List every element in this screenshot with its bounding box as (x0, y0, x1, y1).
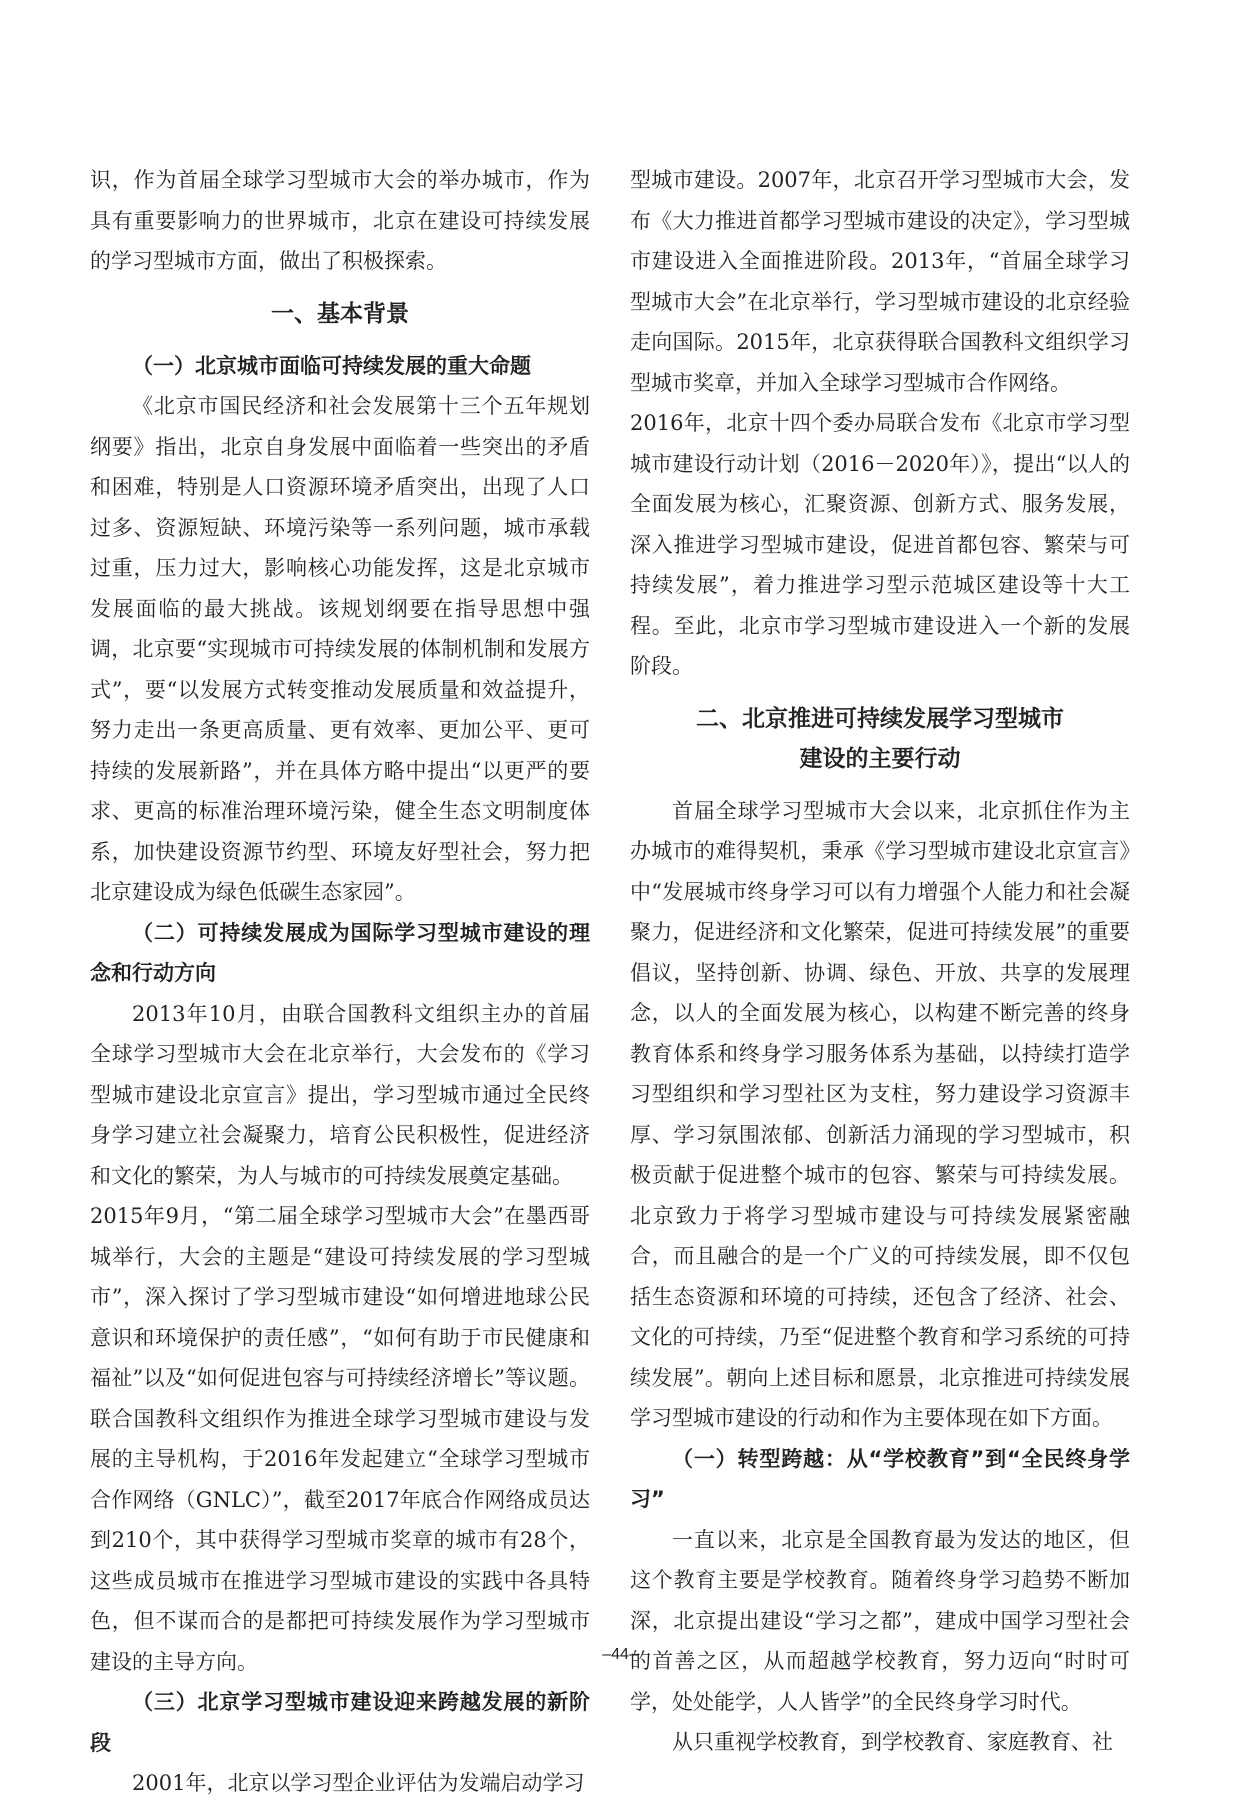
subsection-3-heading: （三）北京学习型城市建设迎来跨越发展的新阶段 (90, 1690, 590, 1755)
subsection-2-paragraph: 2013年10月，由联合国教科文组织主办的首届全球学习型城市大会在北京举行，大会发布的《学习型城市建设北京宣言》提出，学习型城市通过全民终身学习建立社会凝聚力，培育公民积极性，促进经济和文化的繁荣，为人与城市的可持续发展奠定基础。 (90, 1001, 590, 1188)
subsection-1-paragraph: 《北京市国民经济和社会发展第十三个五年规划纲要》指出，北京自身发展中面临着一些突出的矛盾和困难，特别是人口资源环境矛盾突出，出现了人口过多、资源短缺、环境污染等一系列问题，城市承载过重，压力过大，影响核心功能发挥，这是北京城市发展面临的最大挑战。该规划纲要在指导思想中强调，北京要“实现城市可持续发展的体制机制和发展方式”，要“以发展方式转变推动发展质量和效益提升，努力走出一条更高质量、更有效率、更加公平、更可持续的发展新路”，并在具体方略中提出“以更严的要求、更高的标准治理环境污染，健全生态文明制度体系，加快建设资源节约型、环境友好型社会，努力把北京建设成为绿色低碳生态家园”。 (90, 394, 590, 904)
subsection-1-heading: （一）北京城市面临可持续发展的重大命题 (132, 353, 531, 378)
left-column (90, 160, 590, 1804)
section-2-paragraph: 首届全球学习型城市大会以来，北京抓住作为主办城市的难得契机，秉承《学习型城市建设北京宣言》中“发展城市终身学习可以有力增强个人能力和社会凝聚力，促进经济和文化繁荣，促进可持续发展”的重要倡议，坚持创新、协调、绿色、开放、共享的发展理念，以人的全面发展为核心，以构建不断完善的终身教育体系和终身学习服务体系为基础，以持续打造学习型组织和学习型社区为支柱，努力建设学习资源丰厚、学习氛围浓郁、创新活力涌现的学习型城市，积极贡献于促进整个城市的包容、繁荣与可持续发展。北京致力于将学习型城市建设与可持续发展紧密融合，而且融合的是一个广义的可持续发展，即不仅包括生态资源和环境的可持续，还包含了经济、社会、文化的可持续，乃至“促进整个教育和学习系统的可持续发展”。朝向上述目标和愿景，北京推进可持续发展学习型城市建设的行动和作为主要体现在如下方面。 (630, 798, 1130, 1430)
subsection-a-paragraph: 一直以来，北京是全国教育最为发达的地区，但这个教育主要是学校教育。随着终身学习趋势不断加深，北京提出建设“学习之都”，建成中国学习型社会的首善之区，从而超越学校教育，努力迈向“时时可学，处处能学，人人皆学”的全民终身学习时代。 (630, 1527, 1130, 1714)
section-1-heading: 一、基本背景 (271, 300, 409, 327)
subsection-a-heading: （一）转型跨越：从“学校教育”到“全民终身学习” (630, 1446, 1130, 1511)
subsection-a-paragraph-2-start: 从只重视学校教育，到学校教育、家庭教育、社 (672, 1730, 1113, 1754)
subsection-3-paragraph-2: 2016年，北京十四个委办局联合发布《北京市学习型城市建设行动计划（2016－2020年）》，提出“以人的全面发展为核心，汇聚资源、创新方式、服务发展，深入推进学习型城市建设，促进首都包容、繁荣与可持续发展”，着力推进学习型示范城区建设等十大工程。至此，北京市学习型城市建设进入一个新的发展阶段。 (630, 411, 1130, 678)
subsection-2-paragraph-2: 2015年9月，“第二届全球学习型城市大会”在墨西哥城举行，大会的主题是“建设可持续发展的学习型城市”，深入探讨了学习型城市建设“如何增进地球公民意识和环境保护的责任感”，“如何有助于市民健康和福祉”以及“如何促进包容与可持续经济增长”等议题。联合国教科文组织作为推进全球学习型城市建设与发展的主导机构，于2016年发起建立“全球学习型城市合作网络（GNLC）”，截至2017年底合作网络成员达到210个，其中获得学习型城市奖章的城市有28个，这些成员城市在推进学习型城市建设的实践中各具特色，但不谋而合的是都把可持续发展作为学习型城市建设的主导方向。 (90, 1204, 590, 1674)
section-2-heading-line-2: 建设的主要行动 (799, 745, 961, 772)
subsection-3-paragraph-continued: 型城市建设。2007年，北京召开学习型城市大会，发布《大力推进首都学习型城市建设的决定》，学习型城市建设进入全面推进阶段。2013年，“首届全球学习型城市大会”在北京举行，学习型城市建设的北京经验走向国际。2015年，北京获得联合国教科文组织学习型城市奖章，并加入全球学习型城市合作网络。 (630, 168, 1130, 395)
subsection-2-heading: （二）可持续发展成为国际学习型城市建设的理念和行动方向 (90, 920, 590, 985)
section-2-heading-line-1: 二、北京推进可持续发展学习型城市 (696, 705, 1064, 732)
intro-paragraph: 识，作为首届全球学习型城市大会的举办城市，作为具有重要影响力的世界城市，北京在建设可持续发展的学习型城市方面，做出了积极探索。 (90, 168, 590, 273)
right-column (630, 160, 1130, 1763)
section-2-heading (630, 699, 1130, 779)
page-number: –44– (602, 1646, 638, 1663)
subsection-3-paragraph-start: 2001年，北京以学习型企业评估为发端启动学习 (132, 1771, 585, 1795)
